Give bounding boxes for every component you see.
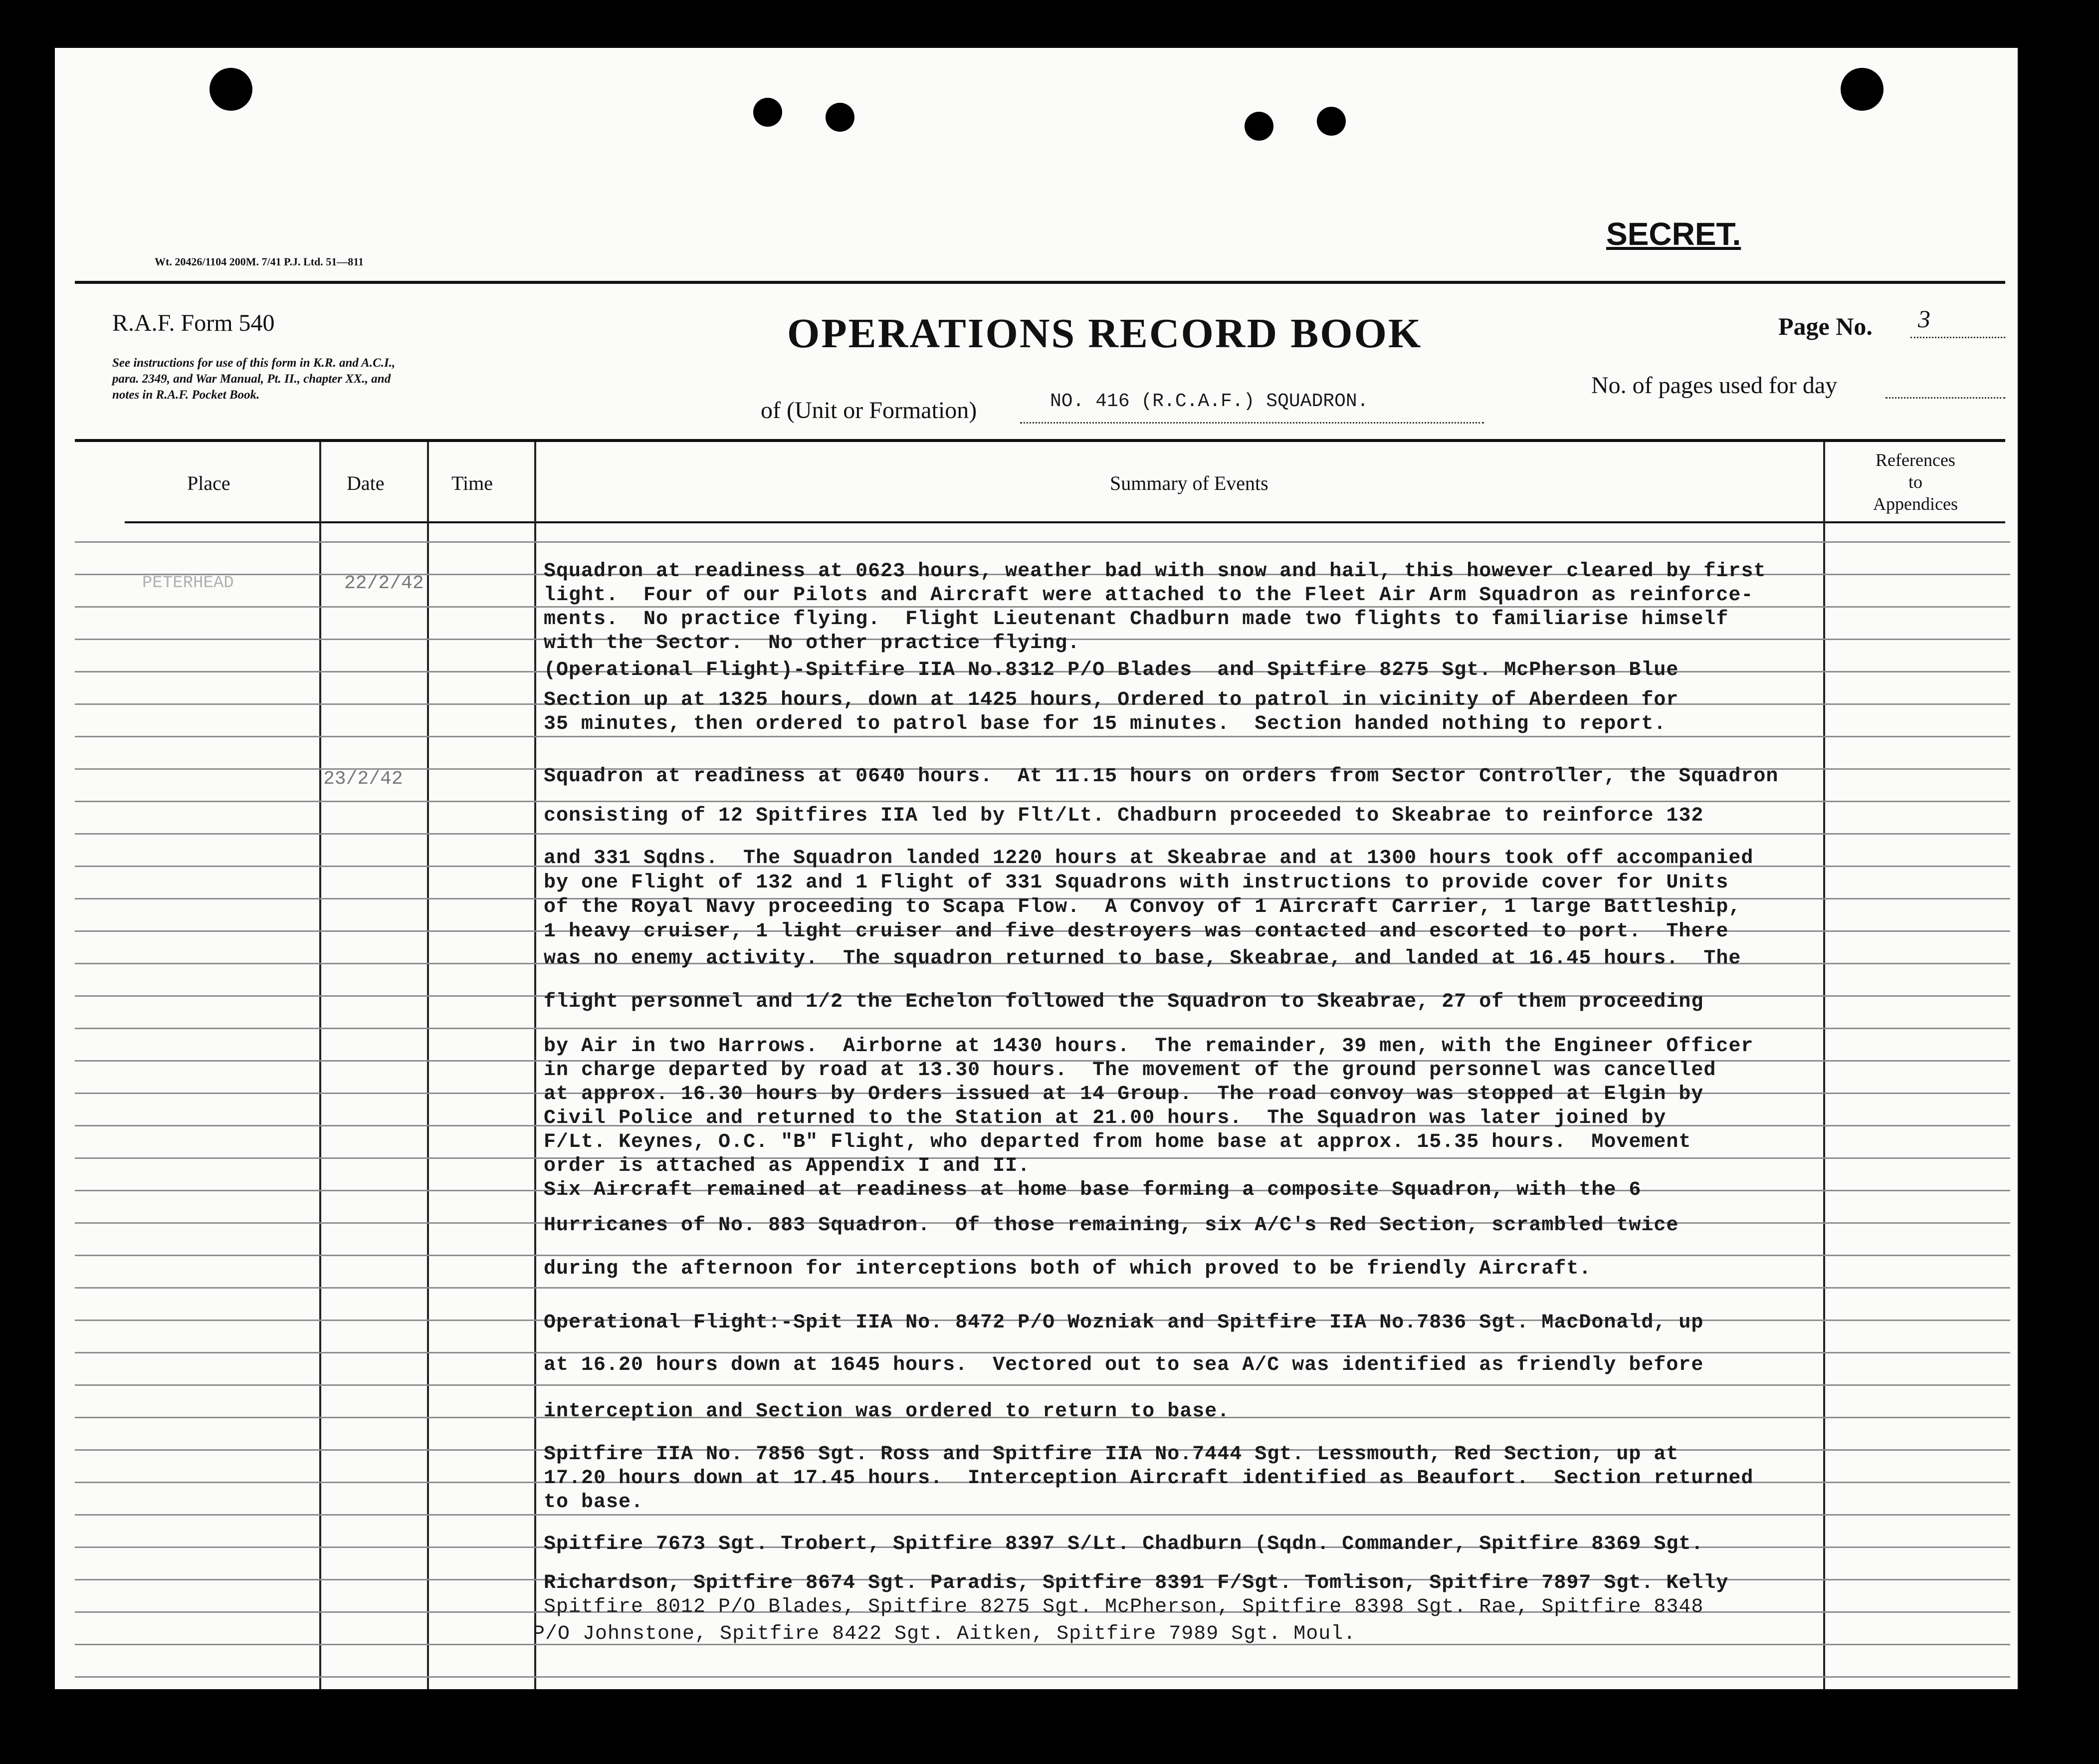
summary-line: order is attached as Appendix I and II.	[544, 1155, 1031, 1177]
column-divider	[1823, 442, 1825, 1689]
summary-line: (Operational Flight)-Spitfire IIA No.8312 P/O Blades and Spitfire 8275 Sgt. McPherson Blue	[544, 659, 1679, 681]
unit-label: of (Unit or Formation)	[761, 397, 977, 424]
summary-line: Section up at 1325 hours, down at 1425 hours, Ordered to patrol in vicinity of Aberdeen for	[544, 689, 1679, 711]
summary-line: 1 heavy cruiser, 1 light cruiser and five destroyers was contacted and escorted to port. There	[544, 920, 1729, 943]
instruction-line: notes in R.A.F. Pocket Book.	[112, 388, 260, 402]
unit-value: NO. 416 (R.C.A.F.) SQUADRON.	[1050, 391, 1369, 412]
ruled-line	[75, 1514, 2010, 1516]
page-number-dotted-line	[1910, 337, 2005, 338]
column-header-summary: Summary of Events	[1110, 472, 1268, 494]
summary-line: consisting of 12 Spitfires IIA led by Flt/Lt. Chadburn proceeded to Skeabrae to reinforce 132	[544, 805, 1704, 827]
ruled-line	[75, 1157, 2010, 1159]
punch-hole	[826, 103, 854, 132]
summary-line: Squadron at readiness at 0640 hours. At 11.15 hours on orders from Sector Controller, the Squadron	[544, 765, 1779, 788]
page-title: OPERATIONS RECORD BOOK	[787, 310, 1423, 357]
punch-hole	[753, 98, 782, 127]
summary-line: of the Royal Navy proceeding to Scapa Flow. A Convoy of 1 Aircraft Carrier, 1 large Battleship,	[544, 896, 1741, 918]
punch-hole-left	[210, 68, 252, 111]
summary-line: light. Four of our Pilots and Aircraft were attached to the Fleet Air Arm Squadron as reinforce-	[544, 584, 1754, 607]
ruled-line	[75, 1255, 2010, 1256]
summary-line: Spitfire IIA No. 7856 Sgt. Ross and Spitfire IIA No.7444 Sgt. Lessmouth, Red Section, up at	[544, 1443, 1679, 1466]
summary-line: 17.20 hours down at 17.45 hours. Interception Aircraft identified as Beaufort. Section returned	[544, 1467, 1754, 1490]
entry-date: 22/2/42	[344, 573, 424, 594]
column-header-date: Date	[347, 472, 385, 494]
summary-line: to base.	[544, 1491, 644, 1514]
summary-line: Spitfire 8012 P/O Blades, Spitfire 8275 Sgt. McPherson, Spitfire 8398 Sgt. Rae, Spitfire 8348	[544, 1596, 1704, 1618]
summary-line: at 16.20 hours down at 1645 hours. Vectored out to sea A/C was identified as friendly before	[544, 1354, 1704, 1376]
ruled-line	[75, 1676, 2010, 1678]
summary-line: Spitfire 7673 Sgt. Trobert, Spitfire 8397 S/Lt. Chadburn (Sqdn. Commander, Spitfire 8369 Sgt.	[544, 1533, 1704, 1555]
column-divider	[534, 442, 536, 1689]
ruled-line	[75, 1028, 2010, 1029]
summary-line: in charge departed by road at 13.30 hours. The movement of the ground personnel was cancelled	[544, 1059, 1716, 1082]
punch-hole	[1317, 107, 1346, 136]
instruction-line: para. 2349, and War Manual, Pt. II., chapter XX., and	[112, 372, 391, 386]
pages-used-label: No. of pages used for day	[1591, 372, 1838, 399]
page-number-label: Page No.	[1778, 312, 1873, 340]
punch-hole-right	[1841, 68, 1884, 111]
print-reference: Wt. 20426/1104 200M. 7/41 P.J. Ltd. 51—811	[155, 255, 364, 268]
summary-line: P/O Johnstone, Spitfire 8422 Sgt. Aitken, Spitfire 7989 Sgt. Moul.	[533, 1623, 1356, 1645]
summary-line: Hurricanes of No. 883 Squadron. Of those remaining, six A/C's Red Section, scrambled twice	[544, 1214, 1679, 1237]
punch-hole	[1245, 112, 1273, 141]
summary-line: Richardson, Spitfire 8674 Sgt. Paradis, Spitfire 8391 F/Sgt. Tomlison, Spitfire 7897 Sgt. Kelly	[544, 1572, 1729, 1594]
summary-line: Six Aircraft remained at readiness at home base forming a composite Squadron, with the 6	[544, 1179, 1642, 1201]
header-bottom-rule	[75, 439, 2005, 442]
summary-line: at approx. 16.30 hours by Orders issued at 14 Group. The road convoy was stopped at Elgin by	[544, 1083, 1704, 1105]
form-instructions	[112, 355, 395, 403]
ruled-line	[75, 1287, 2010, 1289]
column-header-place: Place	[187, 472, 230, 494]
column-divider	[319, 442, 321, 1689]
form-name: R.A.F. Form 540	[112, 310, 275, 336]
ruled-line	[75, 541, 2010, 543]
summary-line: interception and Section was ordered to return to base.	[544, 1400, 1230, 1423]
unit-dotted-line	[1020, 422, 1484, 424]
summary-line: by Air in two Harrows. Airborne at 1430 hours. The remainder, 39 men, with the Engineer Officer	[544, 1035, 1754, 1058]
summary-line: during the afternoon for interceptions both of which proved to be friendly Aircraft.	[544, 1258, 1592, 1280]
summary-line: Civil Police and returned to the Station at 21.00 hours. The Squadron was later joined by	[544, 1107, 1667, 1129]
summary-line: Squadron at readiness at 0623 hours, weather bad with snow and hail, this however cleared by first	[544, 560, 1766, 583]
header-top-rule	[75, 281, 2005, 284]
summary-line: ments. No practice flying. Flight Lieutenant Chadburn made two flights to familiarise himself	[544, 608, 1729, 631]
summary-line: and 331 Sqdns. The Squadron landed 1220 hours at Skeabrae and at 1300 hours took off accompanied	[544, 847, 1754, 870]
entry-date: 23/2/42	[323, 768, 403, 790]
summary-line: by one Flight of 132 and 1 Flight of 331 Squadrons with instructions to provide cover for Units	[544, 872, 1729, 894]
summary-line: Operational Flight:-Spit IIA No. 8472 P/O Wozniak and Spitfire IIA No.7836 Sgt. MacDonald, up	[544, 1312, 1704, 1334]
entry-place: PETERHEAD	[142, 574, 234, 593]
summary-line: flight personnel and 1/2 the Echelon followed the Squadron to Skeabrae, 27 of them proceeding	[544, 991, 1704, 1013]
summary-line: with the Sector. No other practice flying.	[544, 632, 1080, 655]
references-line: References	[1876, 450, 1955, 470]
references-line: to	[1908, 472, 1922, 492]
instruction-line: See instructions for use of this form in K.R. and A.C.I.,	[112, 356, 396, 370]
references-line: Appendices	[1873, 494, 1958, 514]
column-header-time: Time	[451, 472, 493, 494]
classification-stamp: SECRET.	[1606, 216, 1741, 252]
summary-line: F/Lt. Keynes, O.C. "B" Flight, who departed from home base at approx. 15.35 hours. Movement	[544, 1131, 1691, 1153]
summary-line: 35 minutes, then ordered to patrol base for 15 minutes. Section handed nothing to report.	[544, 713, 1667, 735]
ruled-line	[75, 801, 2010, 802]
ruled-line	[75, 833, 2010, 835]
pages-used-dotted-line	[1886, 397, 2005, 399]
page-number-value: 3	[1918, 305, 1930, 333]
summary-line: was no enemy activity. The squadron returned to base, Skeabrae, and landed at 16.45 hours. The	[544, 947, 1741, 970]
column-header-rule	[125, 521, 2005, 523]
ruled-line	[75, 1384, 2010, 1386]
column-divider	[427, 442, 429, 1689]
column-header-references	[1826, 449, 2005, 515]
